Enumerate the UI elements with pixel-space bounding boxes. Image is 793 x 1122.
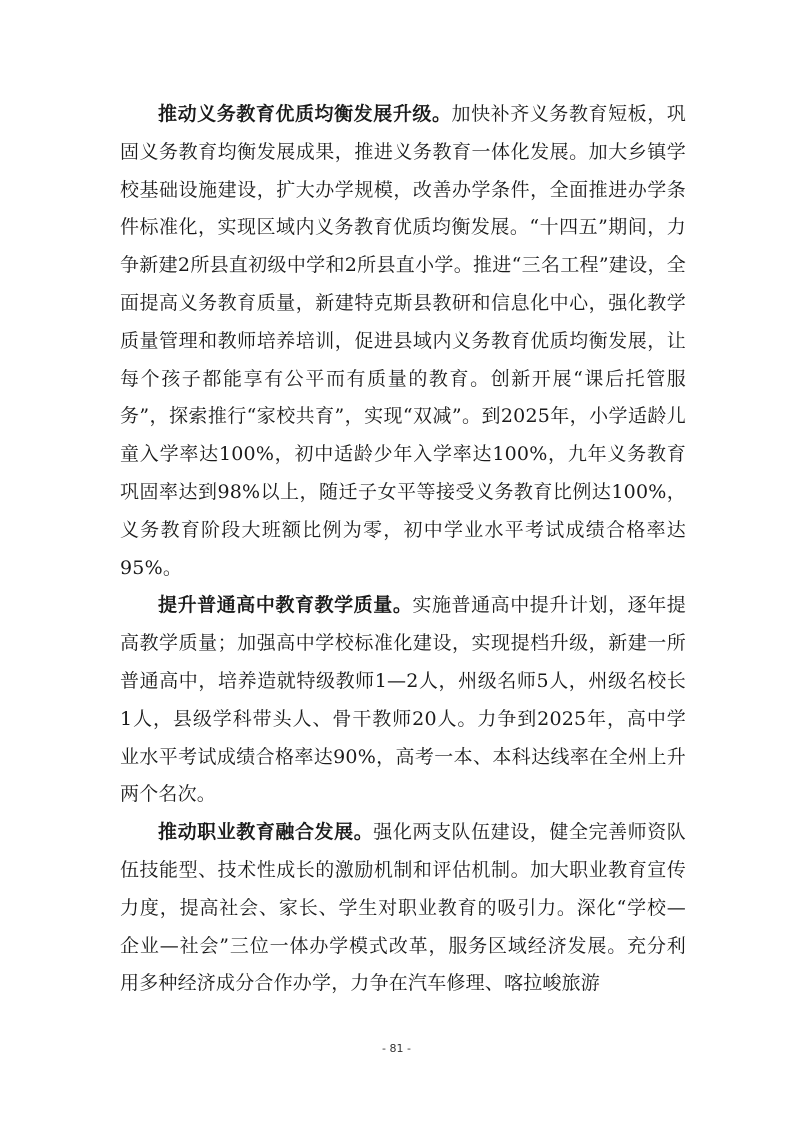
paragraph-lead: 提升普通高中教育教学质量。 [158,594,413,617]
paragraph-lead: 推动义务教育优质均衡发展升级。 [158,103,452,125]
paragraph-text: 加快补齐义务教育短板，巩固义务教育均衡发展成果，推进义务教育一体化发展。加大乡镇学校基础设施建设，扩大办学规模，改善办学条件，全面推进办学条件标准化，实现区域内义务教育优质均衡发展。“十四五”期间，力争新建2所县直初级中学和2所县直小学。推进“三名工程”建设，全面提高义务教育质量，新建特克斯县教研和信息化中心，强化教学质量管理和教师培养培训，促进县域内义务教育优质均衡发展，让每个孩子都能享有公平而有质量的教育。创新开展“课后托管服务”，探索推行“家校共育”，实现“双减”。到2025年，小学适龄儿童入学率达100%，初中适龄少年入学率达100%，九年义务教育巩固率达到98%以上，随迁子女平等接受义务教育比例达100%，义务教育阶段大班额比例为零，初中学业水平考试成绩合格率达95%。 [120,103,686,579]
paragraph-vocational-education [120,814,686,1003]
paragraph-high-school [120,587,686,814]
paragraph-text: 强化两支队伍建设，健全完善师资队伍技能型、技术性成长的激励机制和评估机制。加大职业教育宣传力度，提高社会、家长、学生对职业教育的吸引力。深化“学校—企业—社会”三位一体办学模式改革，服务区域经济发展。充分利用多种经济成分合作办学，力争在汽车修理、喀拉峻旅游 [120,821,687,995]
document-body [120,96,686,1003]
paragraph-text: 实施普通高中提升计划，逐年提高教学质量；加强高中学校标准化建设，实现提档升级，新建一所普通高中，培养造就特级教师1—2人，州级名师5人，州级名校长1人，县级学科带头人、骨干教师20人。力争到2025年，高中学业水平考试成绩合格率达90%，高考一本、本科达线率在全州上升两个名次。 [120,594,686,806]
page-number: - 81 - [382,1042,411,1055]
paragraph-lead: 推动职业教育融合发展。 [158,821,374,844]
paragraph-compulsory-education [120,96,686,587]
